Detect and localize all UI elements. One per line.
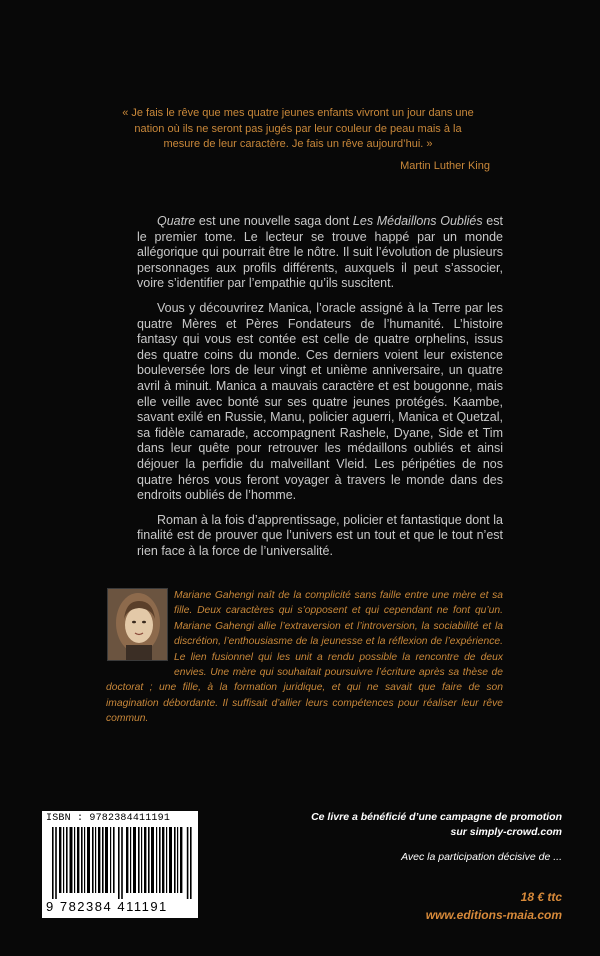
series-title: Les Médaillons Oubliés: [352, 214, 483, 228]
author-bio-text: Mariane Gahengi naît de la complicité sans faille entre une mère et sa fille. Deux caractères qui s’opposent et qui cependant ne font qu’un. Mariane Gahengi allie l’extraversion et l’introversion, la sociabilité et la discrétion, l’enthousiasme de la jeunesse et la réflexion de l’expérience. Le lien fusionnel qui les unit a rendu possible la rencontre de deux envies. Une mère qui souhaitait poursuivre l’écriture après sa thèse de doctorat ; une fille, à la formation juridique, et qui ne savait que faire de son imagination débordante. Il suffisait d’allier leurs compétences pour réaliser leur rêve commun.: [106, 590, 503, 725]
publisher-website: www.editions-maia.com: [425, 908, 562, 922]
epigraph-author: Martin Luther King: [400, 160, 490, 172]
promo-line-1: Ce livre a bénéficié d’une campagne de promotion: [311, 811, 562, 823]
synopsis-paragraph-2: Vous y découvrirez Manica, l’oracle assigné à la Terre par les quatre Mères et Pères Fondateurs de l’humanité. L’histoire fantasy qui vous est contée est celle de quatre orphelins, issus des quatre coins du monde. Ces derniers voient leur existence bouleversée lors de leur vingt et unième anniversaire, un quatre avril à minuit. Manica a mauvais caractère et est bougonne, mais elle veille avec bonté sur ses quatre jeunes protégés. Kaambe, savant exilé en Russie, Manu, policier aguerri, Manica et Quetzal, sa fidèle camarade, accompagnent Rashele, Dyane, Side et Tim dans leur quête pour retrouver les médaillons oubliés et ainsi déjouer la perfidie du malveillant Vleid. Les péripéties de nos quatre héros vous feront voyager à travers le monde dans des endroits oubliés de l’homme.: [137, 300, 503, 503]
epigraph-quote: « Je fais le rêve que mes quatre jeunes enfants vivront un jour dans une nation où ils ne seront pas jugés par leur couleur de peau mais à la mesure de leur caractère. Je fais un rêve aujourd’hui. »: [122, 107, 474, 150]
synopsis-text: est une nouvelle saga dont: [195, 214, 353, 228]
promo-line-2: sur simply-crowd.com: [450, 826, 562, 838]
barcode-icon: [52, 827, 192, 899]
synopsis-paragraph-3: Roman à la fois d’apprentissage, policier et fantastique dont la finalité est de prouver que l’univers est un tout et que le tout n’est rien face à la force de l’universalité.: [137, 512, 503, 558]
saga-title: Quatre: [157, 214, 196, 228]
author-portrait: [107, 588, 168, 661]
participation-note: Avec la participation décisive de ...: [401, 851, 562, 863]
synopsis-text: est le premier tome. Le lecteur se trouve happé par un monde allégorique qui pourrait être le nôtre. Il suit l’évolution de plusieurs personnages aux profils différents, auxquels il peut s’associer, voire s’identifier par l’empathie qu’ils suscitent.: [137, 214, 503, 291]
isbn-digits: 9 782384 411191: [46, 899, 168, 914]
price: 18 € ttc: [520, 890, 562, 904]
barcode-panel: [42, 811, 198, 918]
promo-block: [282, 810, 562, 840]
synopsis-paragraph-1: [137, 214, 503, 292]
isbn-label: ISBN : 9782384411191: [46, 813, 171, 824]
synopsis: [137, 214, 503, 568]
